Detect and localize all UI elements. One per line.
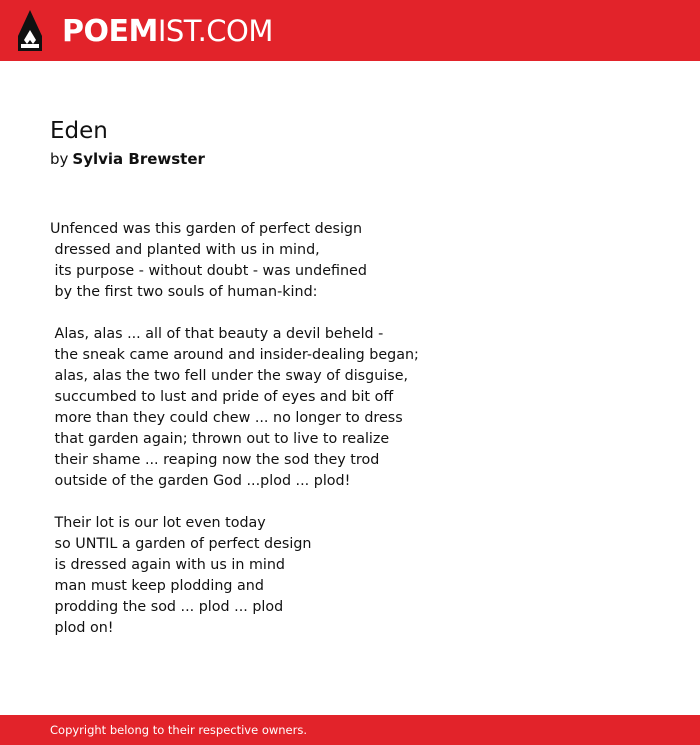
poem-stanza [50,324,670,492]
poem-line: that garden again; thrown out to live to realize [50,431,390,447]
poem-line: Unfenced was this garden of perfect design [50,221,363,237]
pencil-icon[interactable] [18,10,42,51]
poem-line: succumbed to lust and pride of eyes and bit off [50,389,394,405]
author-name: Sylvia Brewster [72,150,205,168]
poem-line: prodding the sod ... plod ... plod [50,599,284,615]
site-header [0,0,700,61]
poem-line: the sneak came around and insider-dealing began; [50,347,419,363]
poem-line: outside of the garden God ...plod ... plod! [50,473,351,489]
poem-body [50,219,670,639]
poem-stanza [50,219,670,303]
site-logo-link[interactable] [62,13,273,50]
poem-title: Eden [50,118,108,144]
poem-line: dressed and planted with us in mind, [50,242,320,258]
poem-line: alas, alas the two fell under the sway of disguise, [50,368,409,384]
poem-line: is dressed again with us in mind [50,557,285,573]
poem-line: man must keep plodding and [50,578,264,594]
by-label: by [50,150,69,168]
poem-stanza [50,513,670,639]
poem-line: their shame ... reaping now the sod they trod [50,452,380,468]
logo-bold-text: POEM [62,14,158,49]
byline [50,149,205,169]
poem-line: so UNTIL a garden of perfect design [50,536,312,552]
poem-line: more than they could chew ... no longer to dress [50,410,403,426]
copyright-text: Copyright belong to their respective owners. [50,723,308,737]
logo-light-text: IST.COM [157,14,273,48]
site-footer [0,715,700,745]
poem-line: Alas, alas ... all of that beauty a devil beheld - [50,326,384,342]
poem-line: plod on! [50,620,114,636]
stanza-gap [50,492,670,513]
poem-line: its purpose - without doubt - was undefined [50,263,367,279]
poem-line: Their lot is our lot even today [50,515,266,531]
poem-line: by the first two souls of human-kind: [50,284,318,300]
stanza-gap [50,303,670,324]
